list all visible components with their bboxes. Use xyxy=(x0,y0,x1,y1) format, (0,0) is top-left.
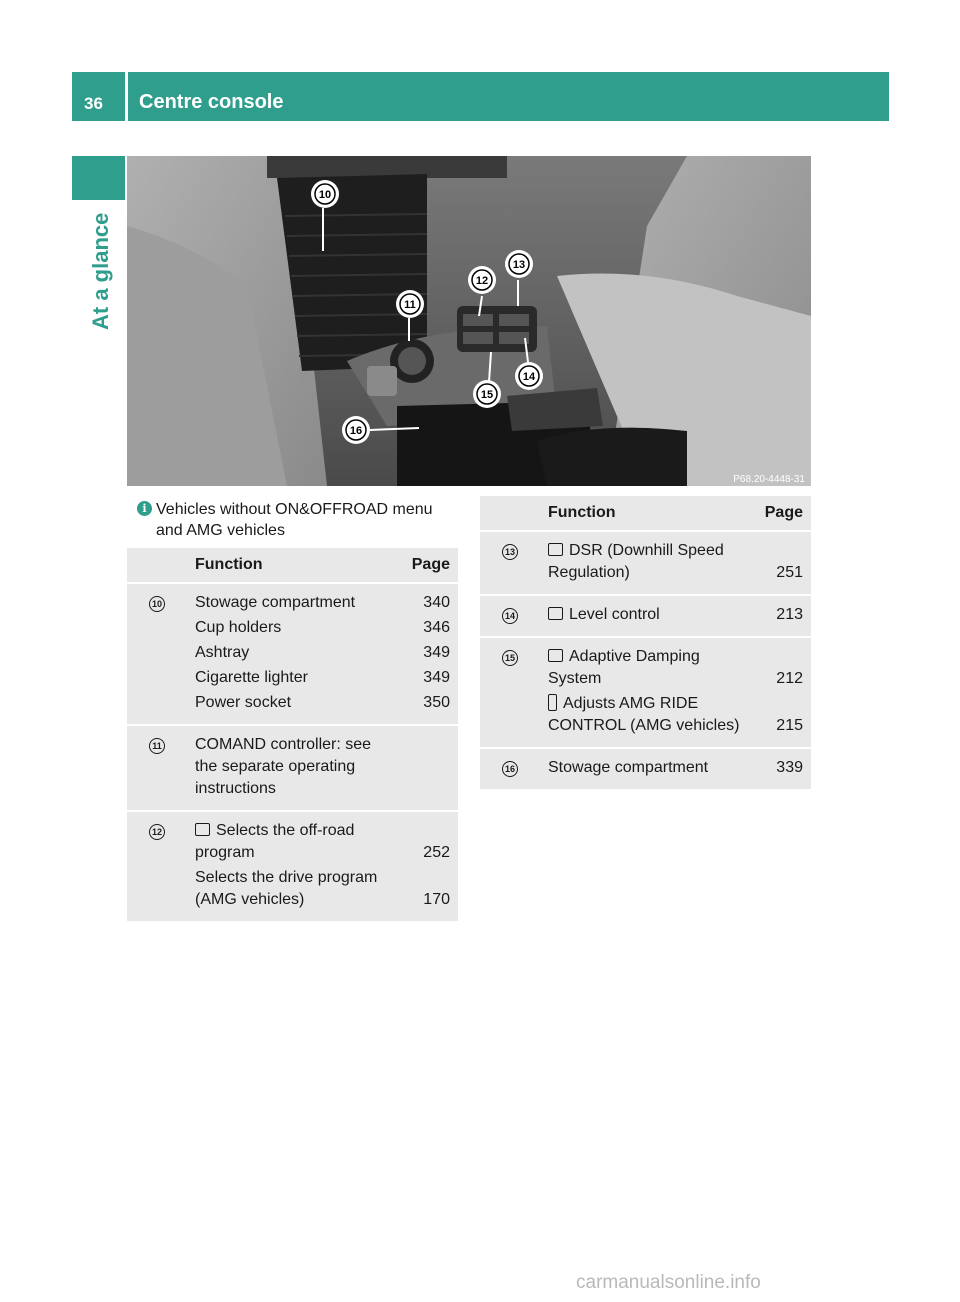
right-function-table xyxy=(480,496,811,791)
row-number: 10 xyxy=(127,584,187,726)
row-function: Selects the off-road program Selects the drive program (AMG vehicles) xyxy=(187,812,396,923)
dsr-icon xyxy=(548,543,563,556)
row-function: COMAND controller: see the separate operating instructions xyxy=(187,726,396,812)
side-tab-label: At a glance xyxy=(88,212,113,330)
row-number: 16 xyxy=(480,749,540,791)
side-tab-block xyxy=(72,156,125,200)
row-number: 13 xyxy=(480,532,540,596)
svg-text:11: 11 xyxy=(404,299,416,311)
row-page: 339 xyxy=(749,749,811,791)
row-number: 15 xyxy=(480,638,540,749)
svg-text:10: 10 xyxy=(318,189,332,201)
header-separator xyxy=(125,72,128,121)
row-function: Adaptive Damping System Adjusts AMG RIDE CONTROL (AMG vehicles) xyxy=(540,638,749,749)
left-col-function: Function xyxy=(187,548,396,584)
svg-text:14: 14 xyxy=(522,371,536,383)
info-icon: i xyxy=(137,501,152,516)
row-page xyxy=(396,726,458,812)
table-row xyxy=(127,812,458,923)
off-road-icon xyxy=(195,823,210,836)
left-function-table xyxy=(127,548,458,923)
row-function: Stowage compartment Cup holders Ashtray Cigarette lighter Power socket xyxy=(187,584,396,726)
row-page: 212 215 xyxy=(749,638,811,749)
amg-ride-icon xyxy=(548,694,557,711)
table-row xyxy=(127,584,458,726)
photo-reference-code: P68.20-4448-31 xyxy=(733,474,805,485)
row-function: Stowage compartment xyxy=(540,749,749,791)
row-number: 12 xyxy=(127,812,187,923)
right-col-number xyxy=(480,496,540,532)
callout-13 xyxy=(505,250,533,278)
row-function: Level control xyxy=(540,596,749,638)
callout-15 xyxy=(473,380,501,408)
right-col-function: Function xyxy=(540,496,749,532)
info-note xyxy=(137,499,457,541)
row-number: 11 xyxy=(127,726,187,812)
svg-text:16: 16 xyxy=(349,425,363,437)
table-row xyxy=(127,726,458,812)
level-control-icon xyxy=(548,607,563,620)
callout-11 xyxy=(396,290,424,318)
row-page: 251 xyxy=(749,532,811,596)
row-number: 14 xyxy=(480,596,540,638)
section-title: Centre console xyxy=(139,91,284,113)
right-col-page: Page xyxy=(749,496,811,532)
centre-console-photo xyxy=(127,156,811,486)
row-page: 340 346 349 349 350 xyxy=(396,584,458,726)
svg-text:12: 12 xyxy=(475,275,489,287)
svg-text:15: 15 xyxy=(480,389,494,401)
table-row xyxy=(480,596,811,638)
row-page: 252 170 xyxy=(396,812,458,923)
info-note-text: Vehicles without ON&OFFROAD menu and AMG vehicles xyxy=(156,501,433,539)
sport-comf-icon xyxy=(548,649,563,662)
callout-12 xyxy=(468,266,496,294)
callout-10 xyxy=(311,180,339,208)
callout-16 xyxy=(342,416,370,444)
table-row xyxy=(480,638,811,749)
centre-console-illustration xyxy=(127,156,811,486)
left-col-page: Page xyxy=(396,548,458,584)
left-col-number xyxy=(127,548,187,584)
table-row xyxy=(480,749,811,791)
row-function: DSR (Downhill Speed Regulation) xyxy=(540,532,749,596)
row-page: 213 xyxy=(749,596,811,638)
svg-text:13: 13 xyxy=(512,259,526,271)
page-number: 36 xyxy=(84,94,103,113)
table-row xyxy=(480,532,811,596)
watermark: carmanualsonline.info xyxy=(576,1272,761,1293)
callout-14 xyxy=(515,362,543,390)
